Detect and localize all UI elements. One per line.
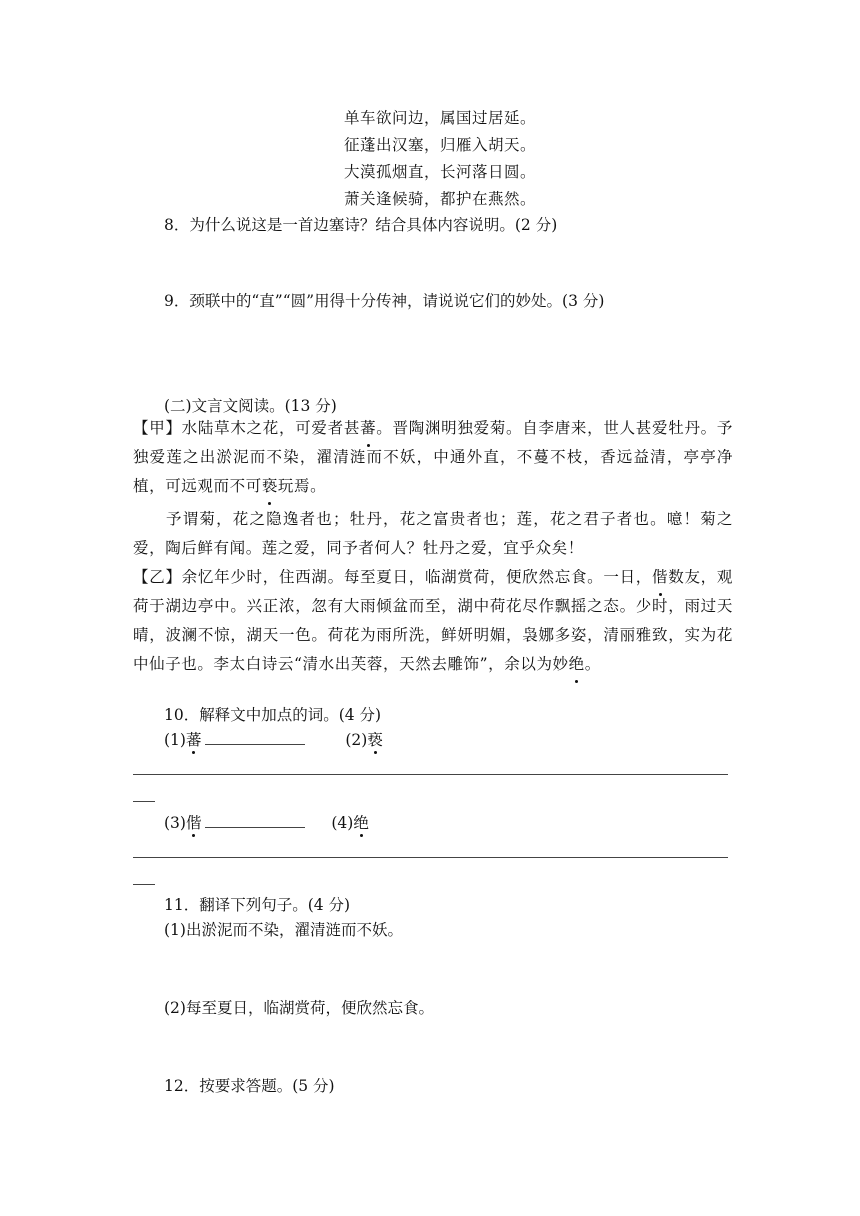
item-word: 绝 <box>353 811 369 833</box>
question-12: 12．按要求答题。(5 分) <box>164 1077 335 1095</box>
item-word: 蕃 <box>186 728 202 750</box>
passage-yi <box>133 563 733 679</box>
answer-line-tail <box>133 884 155 885</box>
passage-text: 。晋陶渊明独爱菊。自李唐来，世人甚爱牡丹。予独爱莲之出淤泥而不染，濯清涟而不妖，中通外直，不蔓不枝，香远益清，亭亭净植，可远观而不可 <box>133 419 734 495</box>
item-word: 亵 <box>367 728 383 750</box>
passage-text: 【甲】水陆草木之花，可爱者甚 <box>133 419 361 437</box>
sentence-2: (2)每至夏日，临湖赏荷，便欣然忘食。 <box>164 999 434 1017</box>
item-word: 偕 <box>186 811 202 833</box>
answer-row-2 <box>164 811 369 833</box>
emphasis-word: 亵 <box>262 472 278 501</box>
passage-text: 。 <box>584 655 601 673</box>
emphasis-word: 绝 <box>569 650 585 679</box>
answer-line[interactable] <box>133 774 728 775</box>
passage-text: 数友，观荷于湖边亭中。兴正浓，忽有大雨倾盆而至，湖中荷花尽作飘摇之态。少时，雨过天晴，波澜不惊，湖天一色。荷花为雨所洗，鲜妍明媚，袅娜多姿，清丽雅致，实为花中仙子也。李太白诗云“清水出芙蓉，天然去雕饰”，余以为妙 <box>133 568 734 673</box>
emphasis-word: 偕 <box>652 563 668 592</box>
sentence-1: (1)出淤泥而不染，濯清涟而不妖。 <box>164 921 403 939</box>
item-number: (2) <box>345 731 368 749</box>
answer-row-1 <box>164 728 383 750</box>
question-8: 8．为什么说这是一首边塞诗？结合具体内容说明。(2 分) <box>164 216 558 234</box>
passage-jia-p1 <box>133 414 733 501</box>
section-heading: (二)文言文阅读。(13 分) <box>164 397 337 415</box>
passage-jia-p2: 予谓菊，花之隐逸者也；牡丹，花之富贵者也；莲，花之君子者也。噫！菊之爱，陶后鲜有闻。莲之爱，同予者何人？牡丹之爱，宜乎众矣！ <box>133 510 733 557</box>
answer-blank[interactable] <box>205 730 305 745</box>
answer-line-tail <box>133 801 155 802</box>
passage-text: 【乙】余忆年少时，住西湖。每至夏日，临湖赏荷，便欣然忘食。一日， <box>133 568 653 586</box>
poem-line-2: 征蓬出汉塞，归雁入胡天。 <box>344 136 537 154</box>
emphasis-word: 蕃 <box>360 414 376 443</box>
question-11: 11．翻译下列句子。(4 分) <box>164 896 351 914</box>
passage-text: 玩焉。 <box>277 477 327 495</box>
question-9: 9．颈联中的“直”“圆”用得十分传神，请说说它们的妙处。(3 分) <box>164 292 605 310</box>
answer-blank[interactable] <box>205 813 305 828</box>
answer-line[interactable] <box>133 857 728 858</box>
poem-line-3: 大漠孤烟直，长河落日圆。 <box>344 163 537 181</box>
item-number: (3) <box>164 814 186 832</box>
question-10: 10．解释文中加点的词。(4 分) <box>164 706 382 724</box>
item-number: (1) <box>164 731 186 749</box>
item-number: (4) <box>331 814 354 832</box>
poem-line-1: 单车欲问边，属国过居延。 <box>344 109 537 127</box>
poem-line-4: 萧关逢候骑，都护在燕然。 <box>344 190 537 208</box>
